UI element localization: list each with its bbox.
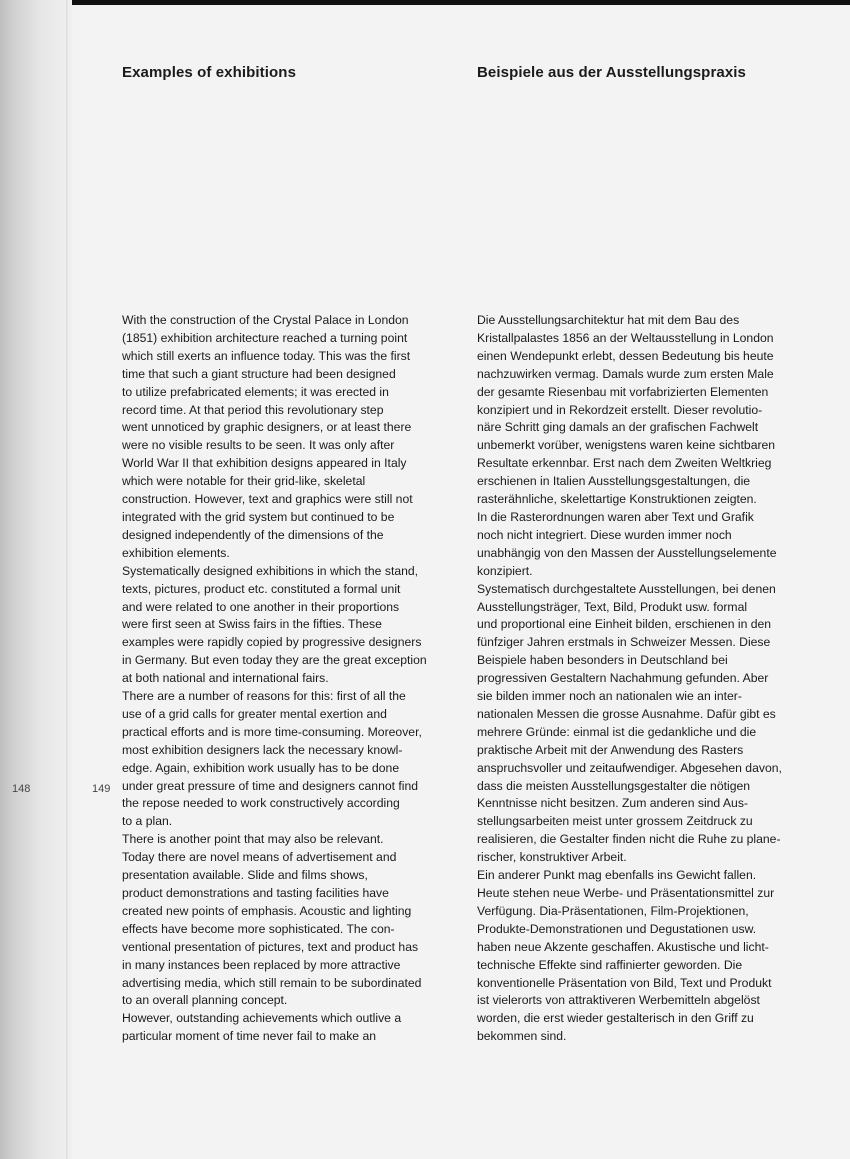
german-text-line: dass die meisten Ausstellungsgestalter die nötigen xyxy=(477,778,751,793)
english-text-line: presentation available. Slide and films shows, xyxy=(122,868,368,883)
english-text-line: (1851) exhibition architecture reached a turning point xyxy=(122,330,408,345)
english-text-line: created new points of emphasis. Acoustic and lighting xyxy=(122,903,412,918)
german-text-line: der gesamte Riesenbau mit vorfabrizierten Elementen xyxy=(477,384,769,399)
english-text-line: World War II that exhibition designs appeared in Italy xyxy=(122,456,407,471)
english-text-line: ventional presentation of pictures, text and product has xyxy=(122,939,419,954)
english-text-line: most exhibition designers lack the necessary knowl- xyxy=(122,742,403,757)
english-text-line: particular moment of time never fail to make an xyxy=(122,1029,377,1044)
english-text-line: which were notable for their grid-like, skeletal xyxy=(122,474,366,489)
english-text-line: which still exerts an influence today. This was the first xyxy=(122,348,411,363)
english-body-text xyxy=(122,312,462,1046)
german-text-line: Systematisch durchgestaltete Ausstellungen, bei denen xyxy=(477,581,776,596)
english-text-line: Systematically designed exhibitions in which the stand, xyxy=(122,563,419,578)
german-text-line: Ein anderer Punkt mag ebenfalls ins Gewicht fallen. xyxy=(477,868,757,883)
german-text-line: progressiven Gestaltern Nachahmung gefunden. Aber xyxy=(477,671,769,686)
german-text-line: nachzuwirken vermag. Damals wurde zum ersten Male xyxy=(477,366,774,381)
german-text-line: praktische Arbeit mit der Anwendung des Rasters xyxy=(477,742,744,757)
english-text-line: practical efforts and is more time-consuming. Moreover, xyxy=(122,724,422,739)
german-text-line: noch nicht integriert. Diese wurden immer noch xyxy=(477,527,732,542)
english-text-line: the repose needed to work constructively according xyxy=(122,796,400,811)
english-text-line: and were related to one another in their proportions xyxy=(122,599,400,614)
german-text-line: realisieren, die Gestalter finden nicht die Ruhe zu plane- xyxy=(477,832,781,847)
english-text-line: integrated with the grid system but continued to be xyxy=(122,509,395,524)
german-text-line: näre Schritt ging damals an der grafischen Fachwelt xyxy=(477,420,759,435)
english-text-line: product demonstrations and tasting facilities have xyxy=(122,886,389,900)
german-text-line: rischer, konstruktiver Arbeit. xyxy=(477,850,627,865)
german-text-line: haben neue Akzente geschaffen. Akustische und licht- xyxy=(477,939,769,954)
german-text-line: rasterähnliche, skelettartige Konstruktionen zeigten. xyxy=(477,492,757,507)
german-text-line: Kenntnisse nicht besitzen. Zum anderen sind Aus- xyxy=(477,796,748,811)
german-text-line: Heute stehen neue Werbe- und Präsentationsmittel zur xyxy=(477,886,775,900)
german-text-line: sie bilden immer noch an nationalen wie an inter- xyxy=(477,689,742,704)
english-text-line: construction. However, text and graphics were still not xyxy=(122,492,413,507)
german-text-line: Beispiele haben besonders in Deutschland bei xyxy=(477,653,728,668)
english-text-line: There is another point that may also be relevant. xyxy=(122,832,384,847)
german-text-line: Verfügung. Dia-Präsentationen, Film-Projektionen, xyxy=(477,903,749,918)
german-text-line: einen Wendepunkt erlebt, dessen Bedeutung bis heute xyxy=(477,348,774,363)
english-text-line: edge. Again, exhibition work usually has to be done xyxy=(122,760,400,775)
page-number-right: 149 xyxy=(92,783,111,795)
english-text-line: There are a number of reasons for this: first of all the xyxy=(122,689,406,704)
english-text-line: However, outstanding achievements which outlive a xyxy=(122,1011,402,1026)
german-text-line: anspruchsvoller und zeitaufwendiger. Abgesehen davon, xyxy=(477,760,782,775)
german-text-line: Resultate erkennbar. Erst nach dem Zweiten Weltkrieg xyxy=(477,456,772,471)
top-edge-shadow xyxy=(0,0,850,5)
german-text-line: erschienen in Italien Ausstellungsgestaltungen, die xyxy=(477,474,751,489)
page-fold xyxy=(66,0,68,1159)
german-text-line: Produkte-Demonstrationen und Degustationen usw. xyxy=(477,921,757,936)
english-text-line: texts, pictures, product etc. constituted a formal unit xyxy=(122,581,401,596)
english-text-line: effects have become more sophisticated. The con- xyxy=(122,921,395,936)
binding-shadow xyxy=(0,0,72,1159)
english-text-line: use of a grid calls for greater mental exertion and xyxy=(122,706,387,721)
english-text-line: in Germany. But even today they are the great exception xyxy=(122,653,427,668)
german-text-line: konzipiert und in Rekordzeit erstellt. Dieser revolutio- xyxy=(477,402,763,417)
german-text-line: Ausstellungsträger, Text, Bild, Produkt usw. formal xyxy=(477,599,748,614)
english-text-line: to utilize prefabricated elements; it was erected in xyxy=(122,384,389,399)
german-text-line: ist vielerorts von attraktiveren Werbemitteln abgelöst xyxy=(477,993,760,1008)
english-text-line: exhibition elements. xyxy=(122,545,230,560)
german-text-line: und proportional eine Einheit bilden, erschienen in den xyxy=(477,617,772,632)
german-heading: Beispiele aus der Ausstellungspraxis xyxy=(477,64,746,81)
english-text-line: were first seen at Swiss fairs in the fifties. These xyxy=(122,617,382,632)
german-text-line: nationalen Messen die grosse Ausnahme. Dafür gibt es xyxy=(477,706,776,721)
english-text-line: advertising media, which still remain to be subordinated xyxy=(122,975,422,990)
english-text-line: to a plan. xyxy=(122,814,173,829)
english-heading: Examples of exhibitions xyxy=(122,64,297,81)
english-text-line: Today there are novel means of advertisement and xyxy=(122,850,397,865)
english-text-line: With the construction of the Crystal Palace in London xyxy=(122,313,409,327)
page-number-left: 148 xyxy=(12,783,31,795)
german-text-line: worden, die erst wieder gestalterisch in den Griff zu xyxy=(477,1011,754,1026)
english-text-line: examples were rapidly copied by progressive designers xyxy=(122,635,422,650)
german-text-line: konventionelle Präsentation von Bild, Text und Produkt xyxy=(477,975,772,990)
german-text-line: Die Ausstellungsarchitektur hat mit dem Bau des xyxy=(477,313,740,327)
english-text-line: time that such a giant structure had been designed xyxy=(122,366,396,381)
english-text-line: designed independently of the dimensions of the xyxy=(122,527,384,542)
german-text-line: unbemerkt vorüber, wenigstens waren keine sichtbaren xyxy=(477,438,776,453)
english-text-line: record time. At that period this revolutionary step xyxy=(122,402,384,417)
german-text-line: mehrere Gründe: einmal ist die gedankliche und die xyxy=(477,724,757,739)
german-text-line: technische Effekte sind raffinierter geworden. Die xyxy=(477,957,743,972)
english-text-line: at both national and international fairs. xyxy=(122,671,329,686)
german-text-line: unabhängig von den Massen der Ausstellungselemente xyxy=(477,545,777,560)
german-text-line: bekommen sind. xyxy=(477,1029,567,1044)
english-text-line: under great pressure of time and designers cannot find xyxy=(122,778,419,793)
german-text-line: stellungsarbeiten meist unter grossem Zeitdruck zu xyxy=(477,814,753,829)
german-body-text xyxy=(477,312,837,1046)
english-text-line: in many instances been replaced by more attractive xyxy=(122,957,401,972)
german-text-line: konzipiert. xyxy=(477,563,533,578)
english-text-line: went unnoticed by graphic designers, or at least there xyxy=(122,420,412,435)
english-text-line: to an overall planning concept. xyxy=(122,993,288,1008)
english-text-line: were no visible results to be seen. It was only after xyxy=(122,438,395,453)
german-text-line: In die Rasterordnungen waren aber Text und Grafik xyxy=(477,509,754,524)
german-text-line: fünfziger Jahren erstmals in Schweizer Messen. Diese xyxy=(477,635,771,650)
german-text-line: Kristallpalastes 1856 an der Weltausstellung in London xyxy=(477,330,774,345)
